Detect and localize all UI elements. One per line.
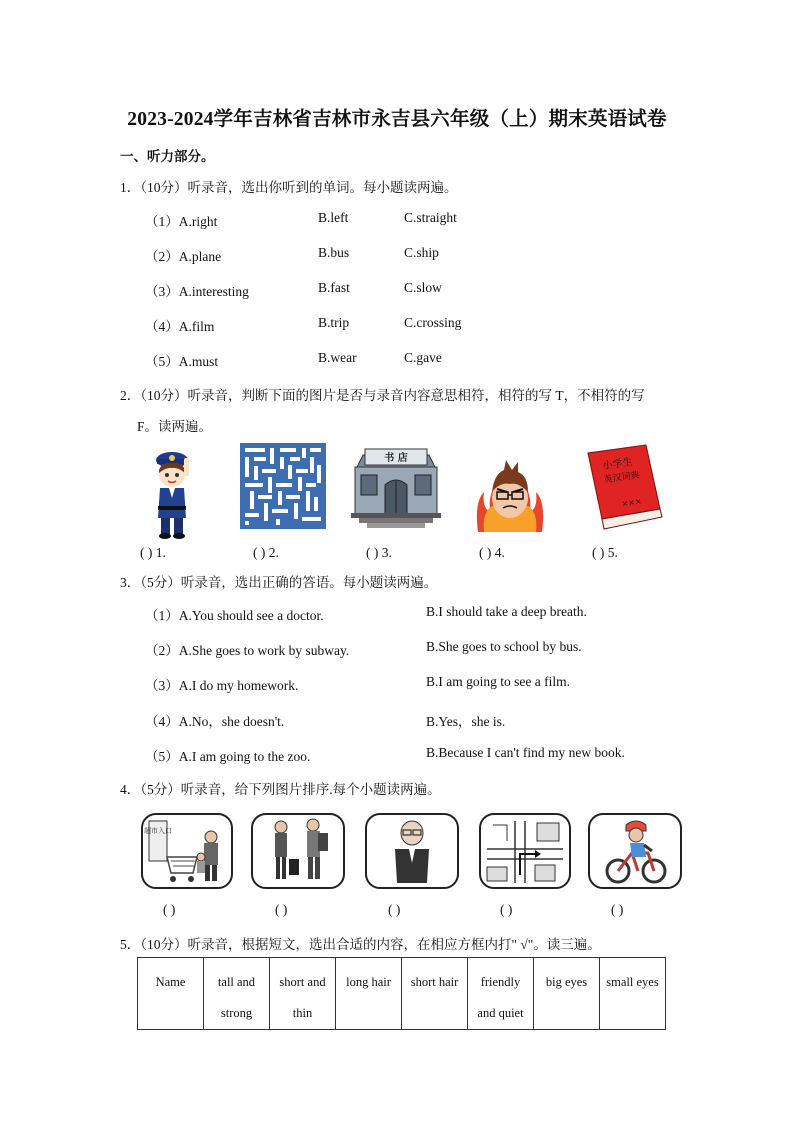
q1-item-5-c: C.gave (404, 350, 442, 365)
q3-item-4-b: B.Yes，she is. (426, 714, 506, 729)
header-tall-strong: tall and strong (204, 958, 270, 1030)
map-image (479, 813, 571, 889)
q4-blank-3: ( ) (388, 902, 401, 917)
dictionary-title-line1: 小学生 (602, 456, 634, 473)
q1-item-4: （4）A.film (145, 319, 215, 334)
table-header-row (138, 958, 666, 1030)
q3-item-5-b: B.Because I can't find my new book. (426, 745, 625, 760)
q2-blank-1: ( ) 1. (140, 545, 166, 560)
bookstore-image (349, 447, 443, 529)
q1-item-1: （1）A.right (145, 214, 218, 229)
maze-image (240, 443, 326, 529)
dictionary-author: ××× (621, 496, 643, 509)
q3-item-2-b: B.She goes to school by bus. (426, 639, 582, 654)
q2-blank-4: ( ) 4. (479, 545, 505, 560)
angry-boy-image (474, 452, 546, 534)
q3-item-2: （2）A.She goes to work by subway. (145, 643, 350, 658)
q1-item-3-c: C.slow (404, 280, 442, 295)
header-big-eyes: big eyes (534, 958, 600, 1030)
header-long-hair: long hair (336, 958, 402, 1030)
q4-blank-5: ( ) (611, 902, 624, 917)
q2-blank-5: ( ) 5. (592, 545, 618, 560)
q4-blank-2: ( ) (275, 902, 288, 917)
q1-item-5: （5）A.must (145, 354, 219, 369)
q1-item-4-c: C.crossing (404, 315, 462, 330)
q4-blank-1: ( ) (163, 902, 176, 917)
header-short-thin: short and thin (270, 958, 336, 1030)
q2-stem-cont: F。读两遍。 (137, 419, 213, 434)
q3-item-3: （3）A.I do my homework. (145, 678, 299, 693)
q1-item-5-b: B.wear (318, 350, 357, 365)
q1-item-1-c: C.straight (404, 210, 457, 225)
q3-item-3-b: B.I am going to see a film. (426, 674, 570, 689)
q1-item-2-c: C.ship (404, 245, 439, 260)
q1-item-2: （2）A.plane (145, 249, 222, 264)
q2-blank-3: ( ) 3. (366, 545, 392, 560)
header-short-hair: short hair (402, 958, 468, 1030)
cyclist-image (588, 813, 682, 889)
q1-item-4-b: B.trip (318, 315, 350, 330)
q4-blank-4: ( ) (500, 902, 513, 917)
header-name: Name (138, 958, 204, 1030)
dictionary-title-line2: 英汉词典 (603, 470, 641, 486)
q3-item-1-b: B.I should take a deep breath. (426, 604, 587, 619)
header-friendly-quiet: friendly and quiet (468, 958, 534, 1030)
q5-stem: 5．（10分）听录音，根据短文，选出合适的内容，在相应方框内打" √"。读三遍。 (120, 937, 601, 952)
q1-item-3: （3）A.interesting (145, 284, 249, 299)
q3-stem: 3．（5分）听录音，选出正确的答语。每小题读两遍。 (120, 575, 438, 590)
supermarket-sign: 超市入口 (144, 827, 172, 835)
travelers-image (251, 813, 345, 889)
old-man-image (365, 813, 459, 889)
page-title: 2023-2024学年吉林省吉林市永吉县六年级（上）期末英语试卷 (127, 109, 667, 130)
q3-item-5: （5）A.I am going to the zoo. (145, 749, 311, 764)
police-officer-image (148, 448, 196, 540)
section-heading: 一、听力部分。 (120, 149, 215, 164)
q1-item-1-b: B.left (318, 210, 349, 225)
description-table (137, 957, 666, 1030)
q2-blank-2: ( ) 2. (253, 545, 279, 560)
header-small-eyes: small eyes (600, 958, 666, 1030)
bookstore-sign: 书 店 (384, 453, 408, 464)
supermarket-image (141, 813, 233, 889)
dictionary-image (580, 443, 666, 531)
q1-item-2-b: B.bus (318, 245, 350, 260)
q1-stem: 1．（10分）听录音，选出你听到的单词。每小题读两遍。 (120, 180, 458, 195)
q2-stem: 2．（10分）听录音，判断下面的图片是否与录音内容意思相符，相符的写 T，不相符的写 (120, 388, 645, 403)
q4-stem: 4．（5分）听录音，给下列图片排序.每个小题读两遍。 (120, 782, 441, 797)
q1-item-3-b: B.fast (318, 280, 350, 295)
q3-item-4: （4）A.No，she doesn't. (145, 714, 285, 729)
q3-item-1: （1）A.You should see a doctor. (145, 608, 324, 623)
